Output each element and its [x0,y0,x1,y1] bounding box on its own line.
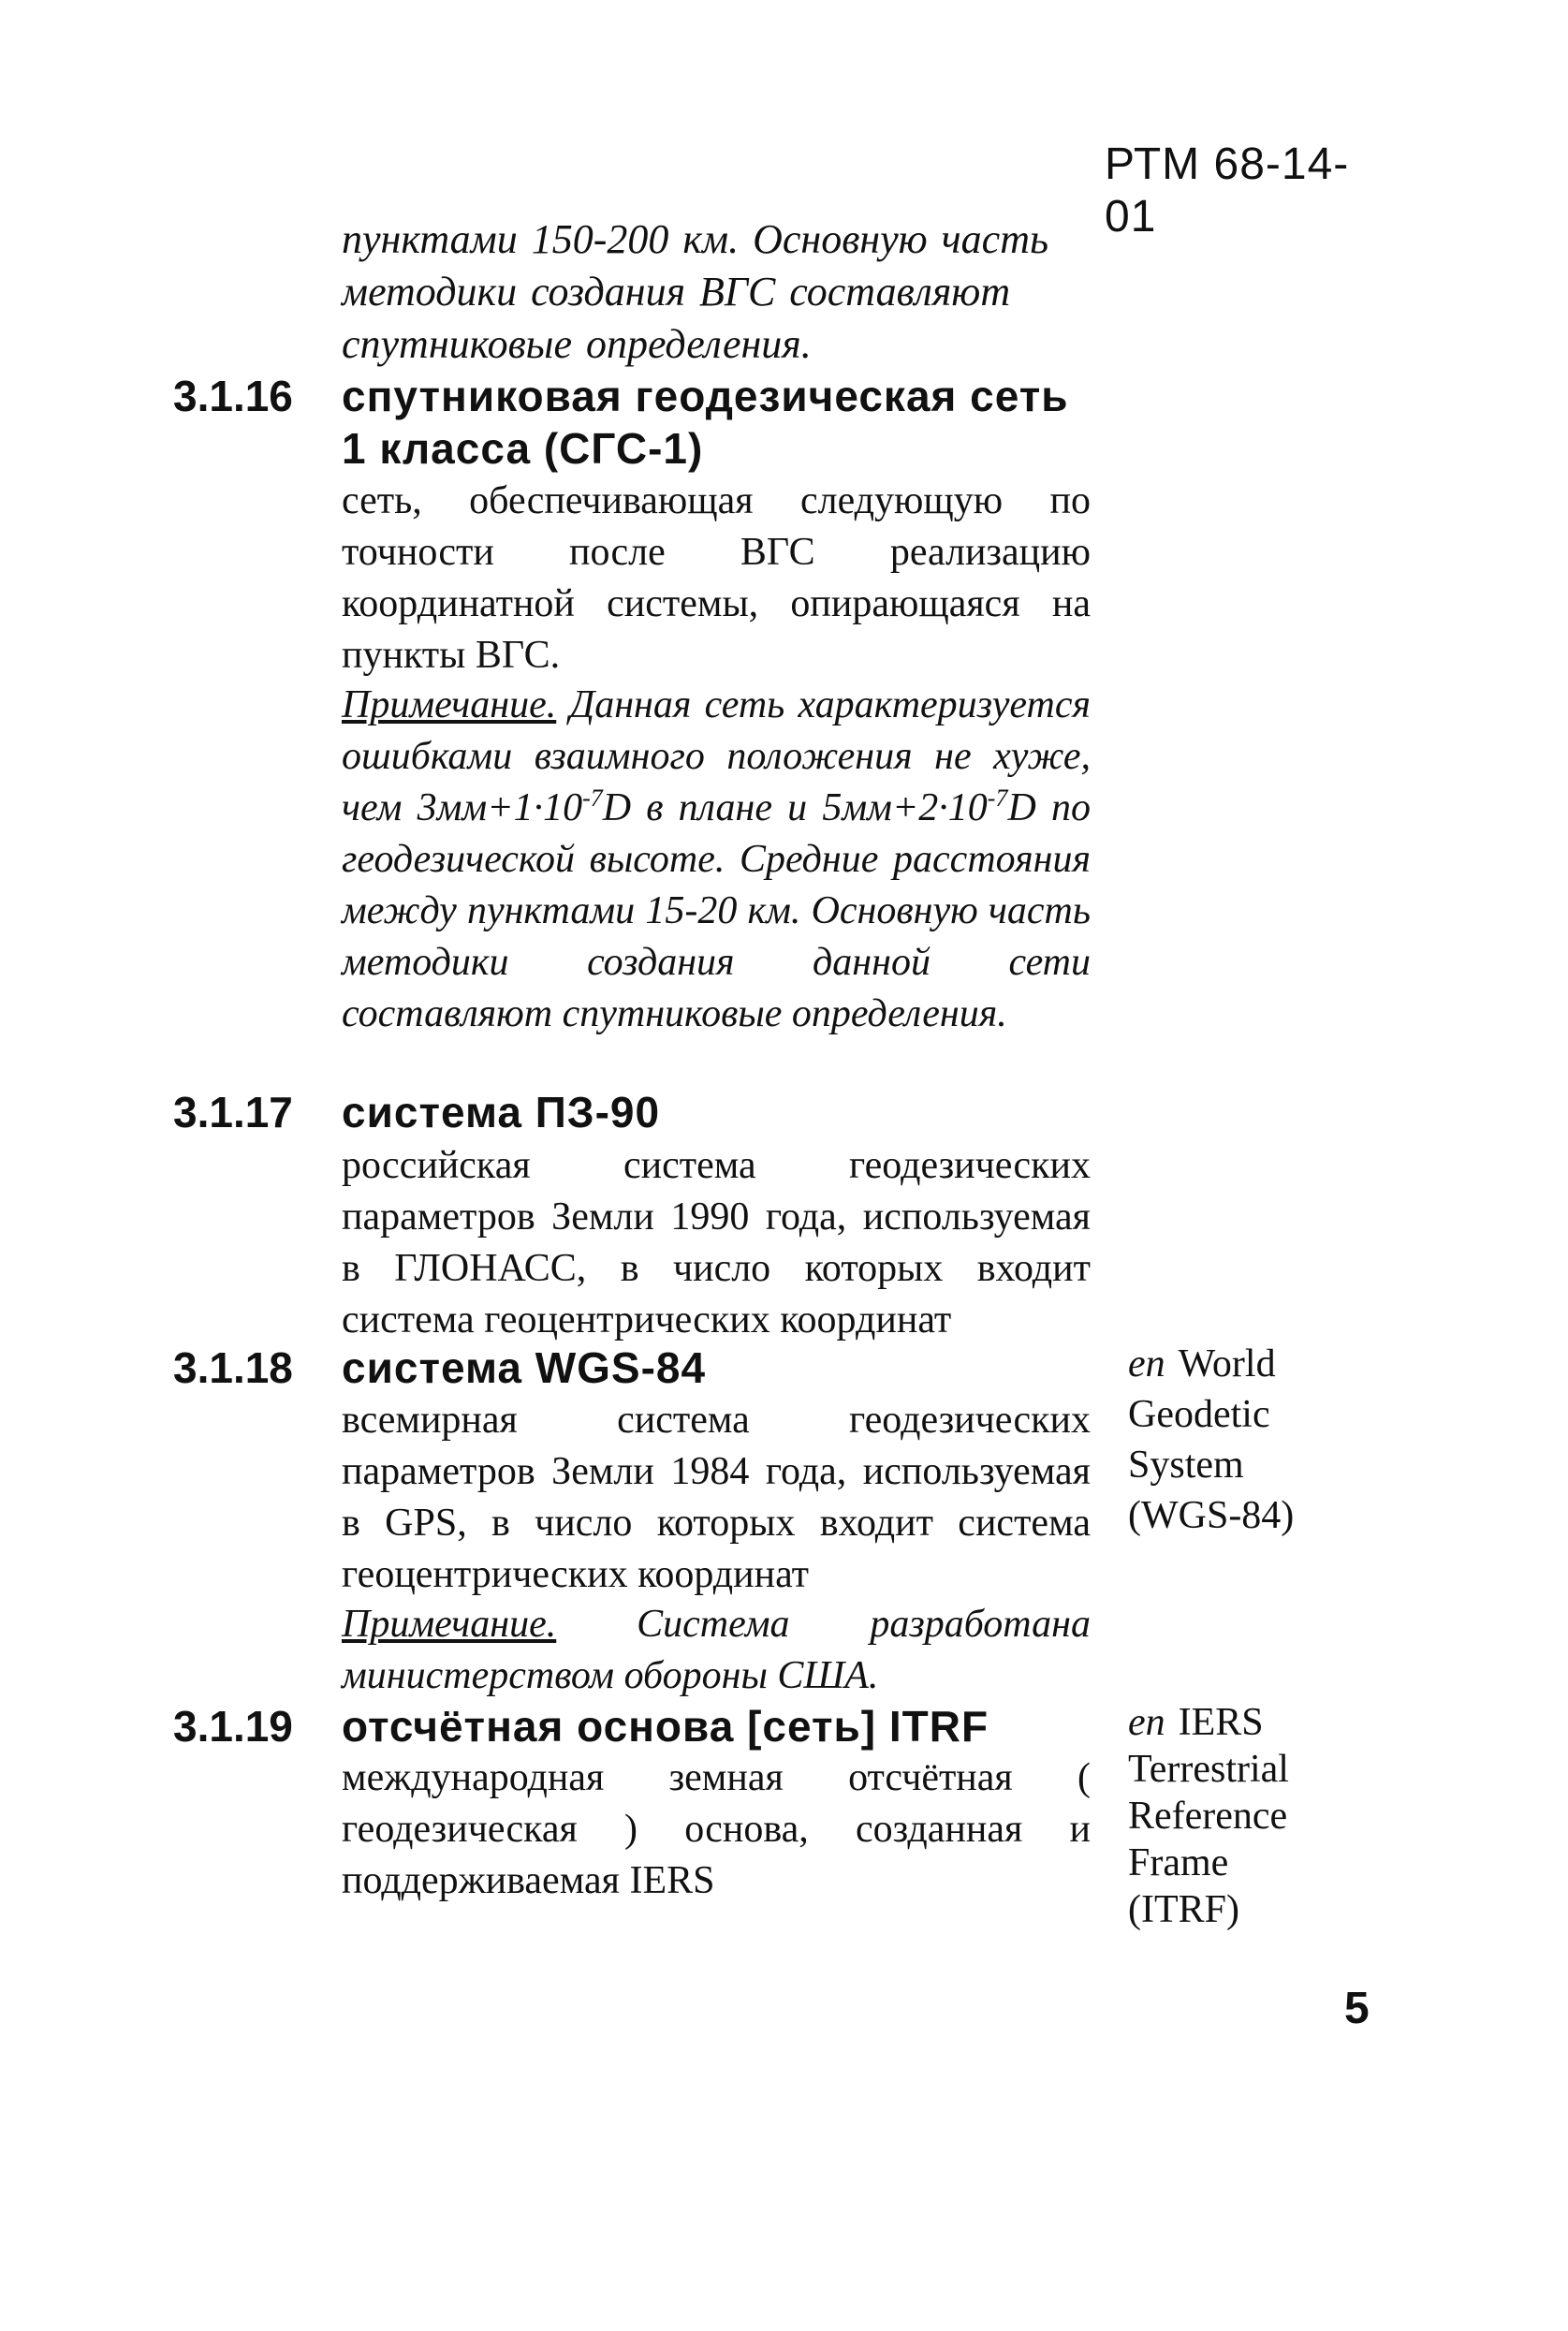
term-definition: российская система геодезических параметров Земли 1990 года, используемая в ГЛОНАСС, в число которых входит система геоцентрических координат [342,1144,1091,1341]
term-definition: международная земная отсчётная ( геодезическая ) основа, созданная и поддерживаемая IERS [342,1756,1091,1902]
term-note [342,680,1091,1040]
english-term-line: System [1128,1444,1244,1487]
term-definition: сеть, обеспечивающая следующую по точности после ВГС реализацию координатной системы, опирающаяся на пункты ВГС. [342,479,1091,677]
term-title-line: 1 класса (СГС-1) [342,424,704,473]
note-text: Данная сеть характеризуется ошибками взаимного положения не хуже, чем 3мм+1·10 [342,683,1091,829]
note-label: Примечание. [342,1603,557,1646]
note-exponent: -7 [987,784,1008,812]
english-equivalent [1128,1339,1343,1541]
term-title-line: спутниковая геодезическая сеть [342,372,1069,420]
note-exponent: -7 [582,784,603,812]
note-text: D по геодезической высоте. Средние расстояния между пунктами 15-20 км. Основную часть методики создания данной сети составляют спутниковые определения. [342,786,1091,1035]
note-text: D в плане и 5мм+2·10 [602,786,988,829]
english-equivalent [1128,1699,1343,1933]
term-title: отсчётная основа [сеть] ITRF [342,1702,989,1751]
term-title: система ПЗ-90 [342,1088,661,1136]
english-term-line: World [1178,1342,1276,1385]
english-term-line: Geodetic [1128,1393,1270,1436]
term-note [342,1599,1091,1702]
term-title [342,370,1109,475]
previous-note-line: спутниковые определения. [342,321,812,367]
previous-note-line: пунктами 150-200 км. Основную часть [342,216,1048,262]
term-number: 3.1.19 [173,1702,293,1751]
note-label: Примечание. [342,683,557,726]
english-term-line: Terrestrial [1128,1748,1289,1791]
document-code: РТМ 68-14-01 [1105,139,1350,242]
english-term-line: Reference [1128,1795,1288,1838]
language-code: en [1128,1342,1165,1385]
language-code: en [1128,1701,1165,1744]
term-definition: всемирная система геодезических параметров Земли 1984 года, используемая в GPS, в число которых входит система геоцентрических координат [342,1399,1091,1596]
previous-note [342,213,1091,371]
previous-note-line: методики создания ВГС составляют [342,269,1011,315]
note-text: Система разработана министерством обороны США. [342,1603,1091,1697]
term-title: система WGS-84 [342,1343,707,1392]
english-term-line: (ITRF) [1128,1888,1239,1931]
term-number: 3.1.18 [173,1343,293,1392]
term-number: 3.1.16 [173,372,293,420]
english-term-line: Frame [1128,1841,1229,1884]
page-number: 5 [1344,1984,1370,2033]
term-number: 3.1.17 [173,1088,293,1136]
english-term-line: IERS [1178,1701,1264,1744]
english-term-line: (WGS-84) [1128,1494,1295,1537]
